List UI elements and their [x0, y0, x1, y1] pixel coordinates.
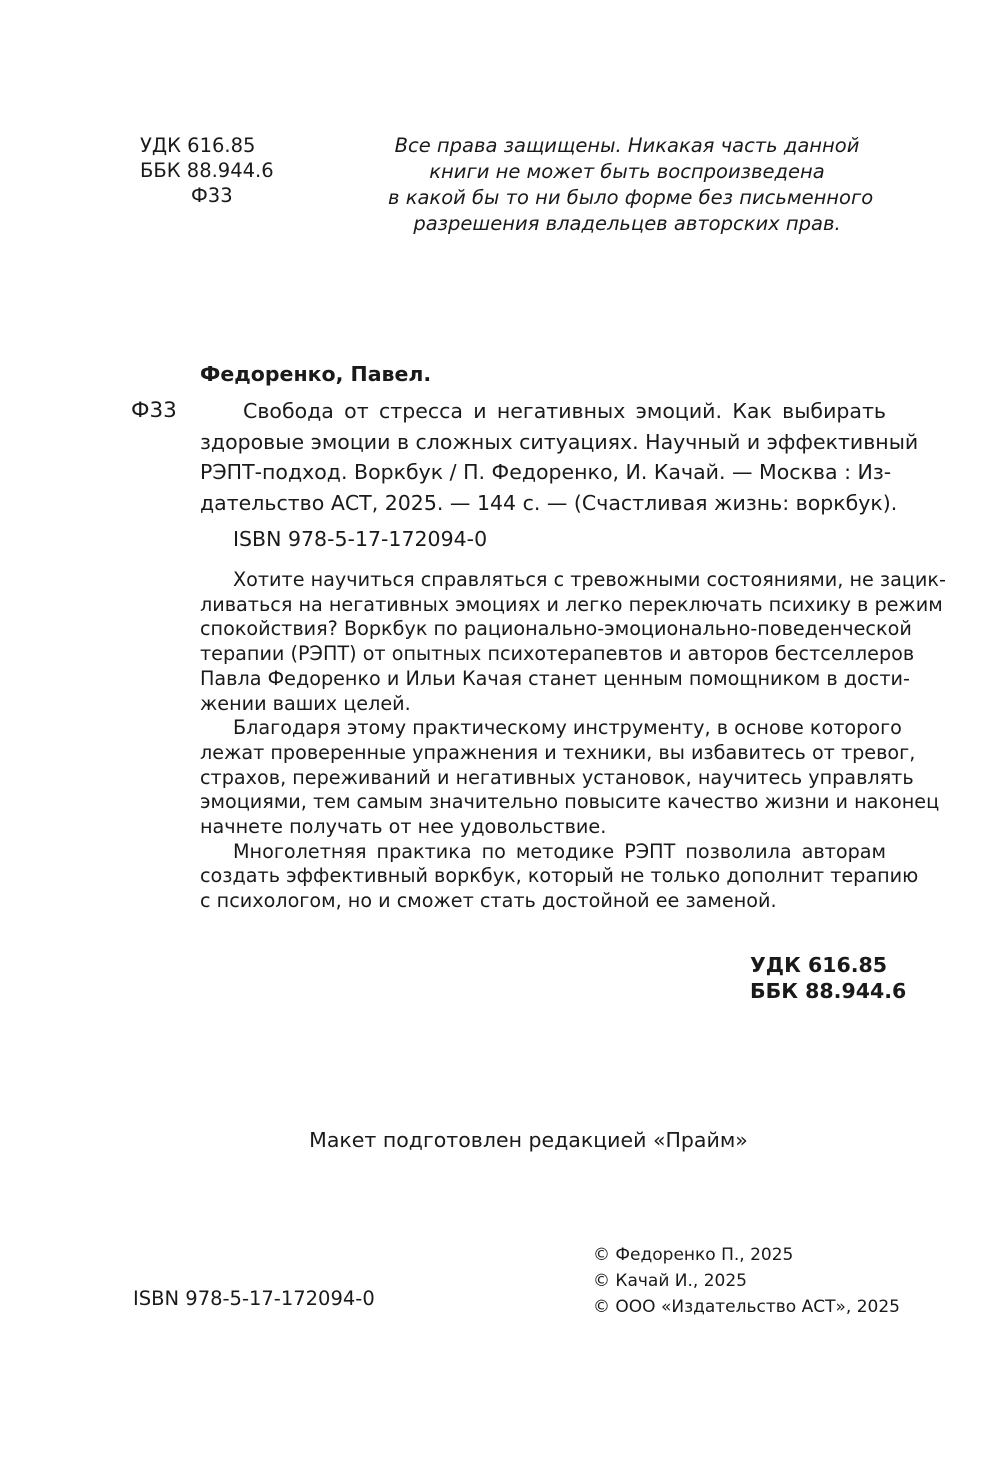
annotation-line: с психологом, но и сможет стать достойной ее заменой. [200, 889, 777, 913]
bbk-code: ББК 88.944.6 [140, 159, 274, 182]
rights-line: в какой бы то ни было форме без письменного [388, 186, 874, 209]
copyright-line: © Качай И., 2025 [593, 1271, 747, 1291]
annotation-line: спокойствия? Воркбук по рационально-эмоционально-поведенческой [200, 617, 912, 641]
classification-codes-top [140, 133, 274, 208]
bbk-code-bottom: ББК 88.944.6 [750, 979, 907, 1003]
layout-note: Макет подготовлен редакцией «Прайм» [309, 1128, 748, 1152]
copyright-line: © ООО «Издательство АСТ», 2025 [593, 1297, 900, 1317]
udk-code: УДК 616.85 [140, 134, 256, 157]
author-sign: Ф33 [191, 184, 233, 207]
annotation [200, 568, 946, 914]
annotation-line: жении ваших целей. [200, 691, 411, 715]
catalog-author-sign: Ф33 [131, 398, 177, 423]
annotation-line: Хотите научиться справляться с тревожными состояниями, не зацик- [233, 568, 946, 591]
annotation-line: эмоциями, тем самым значительно повысите качество жизни и наконец [200, 790, 940, 814]
rights-line: Все права защищены. Никакая часть данной [394, 134, 860, 157]
biblio-line: Свобода от стресса и негативных эмоций. Как выбирать [243, 399, 886, 423]
rights-line: разрешения владельцев авторских прав. [413, 212, 841, 235]
annotation-line: создать эффективный воркбук, который не только дополнит терапию [200, 864, 919, 888]
copyright-line: © Федоренко П., 2025 [593, 1245, 794, 1265]
biblio-line: дательство АСТ, 2025. — 144 с. — (Счастливая жизнь: воркбук). [200, 490, 898, 515]
rights-line: книги не может быть воспроизведена [429, 160, 825, 183]
biblio-line: РЭПТ-подход. Воркбук / П. Федоренко, И. Качай. — Москва : Из- [200, 460, 892, 484]
rights-notice [388, 133, 874, 237]
annotation-line: страхов, переживаний и негативных установок, научитесь управлять [200, 765, 914, 789]
annotation-line: начнете получать от нее удовольствие. [200, 815, 607, 839]
annotation-line: терапии (РЭПТ) от опытных психотерапевтов и авторов бестселлеров [200, 642, 915, 666]
annotation-line: Благодаря этому практическому инструменту, в основе которого [233, 716, 902, 740]
copyright-block [593, 1242, 900, 1320]
bibliographic-description [200, 396, 919, 518]
annotation-line: ливаться на негативных эмоциях и легко переключать психику в режим [200, 592, 943, 616]
classification-codes-bottom [750, 952, 906, 1004]
udk-code-bottom: УДК 616.85 [750, 953, 888, 977]
annotation-line: лежат проверенные упражнения и техники, вы избавитесь от тревог, [200, 740, 916, 764]
annotation-line: Многолетняя практика по методике РЭПТ позволила авторам [233, 839, 886, 863]
biblio-line: здоровые эмоции в сложных ситуациях. Научный и эффективный [200, 429, 919, 454]
annotation-line: Павла Федоренко и Ильи Качая станет ценным помощником в дости- [200, 666, 910, 690]
isbn-bottom: ISBN 978-5-17-172094-0 [133, 1287, 375, 1310]
isbn-catalog: ISBN 978-5-17-172094-0 [233, 527, 488, 551]
author-heading: Федоренко, Павел. [200, 362, 432, 386]
